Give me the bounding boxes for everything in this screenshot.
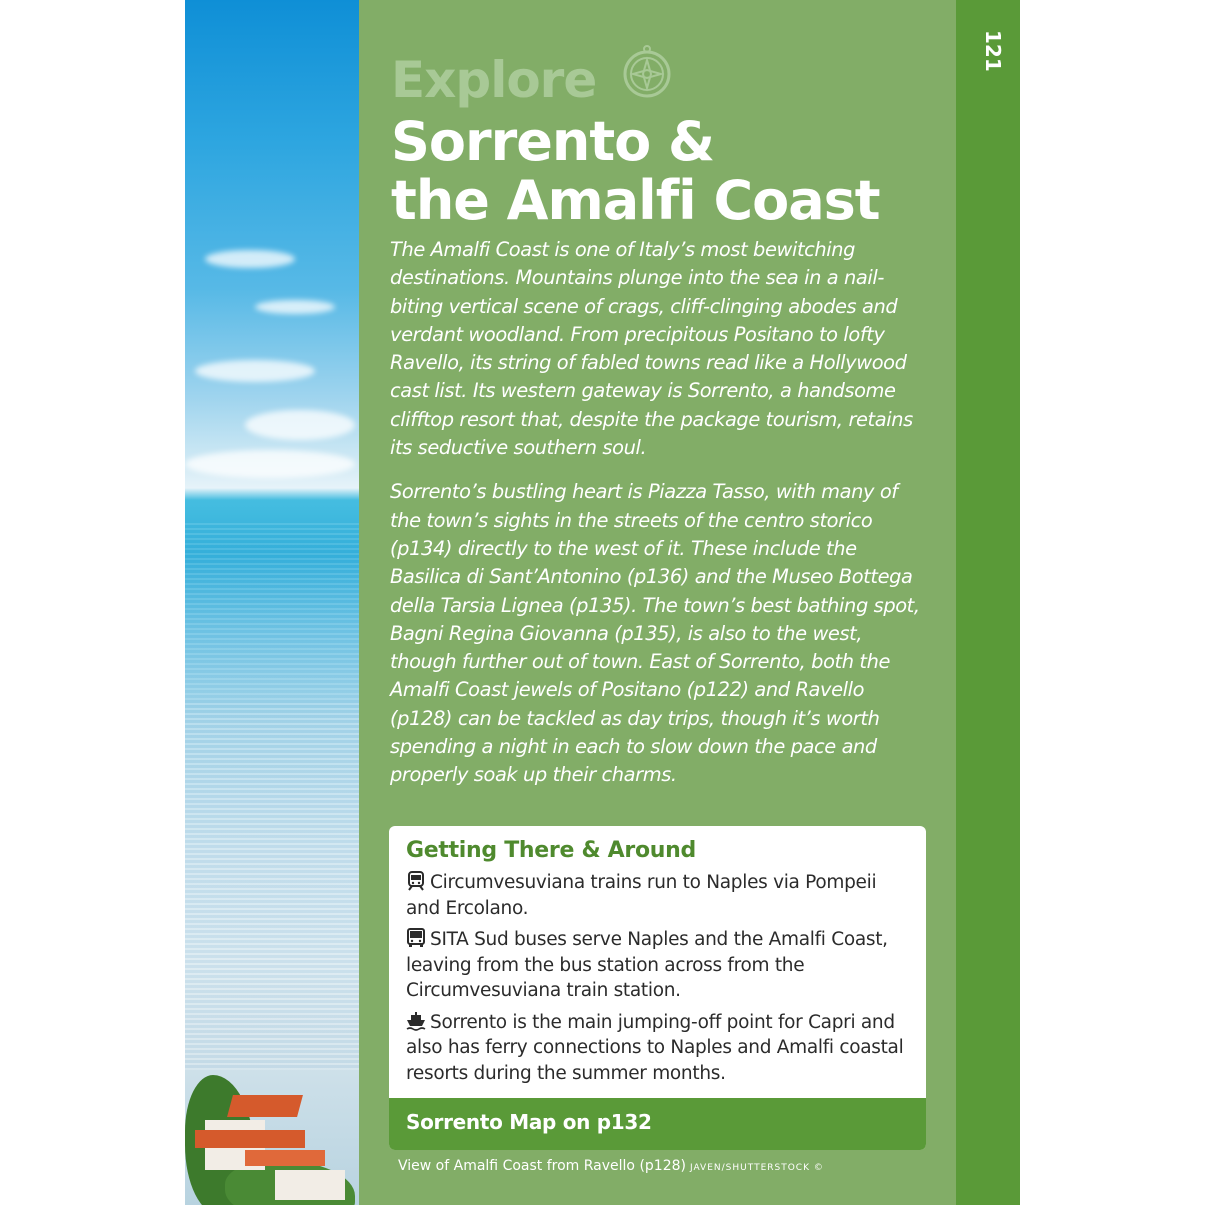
ferry-icon (406, 1011, 426, 1031)
list-item (406, 870, 911, 921)
map-reference-bar[interactable] (389, 1098, 926, 1150)
map-reference-link[interactable]: Sorrento Map on p132 (406, 1110, 652, 1134)
bus-icon (406, 928, 426, 948)
caption-text: View of Amalfi Coast from Ravello (p128) (398, 1158, 686, 1174)
photo-caption (398, 1158, 824, 1174)
getting-there-title: Getting There & Around (406, 838, 696, 863)
compass-icon (619, 44, 675, 100)
photo-credit: JAVEN/SHUTTERSTOCK © (689, 1163, 824, 1173)
list-item (406, 1010, 911, 1087)
getting-there-list (406, 870, 911, 1092)
page-title (391, 112, 951, 230)
getting-there-box (389, 826, 926, 1150)
train-info: Circumvesuviana trains run to Naples via Pompeii and Ercolano. (406, 872, 877, 919)
train-icon (406, 871, 426, 891)
intro-text (390, 236, 930, 806)
list-item (406, 927, 911, 1004)
explore-heading: Explore (391, 51, 597, 109)
title-line-1: Sorrento & (391, 110, 715, 173)
title-line-2: the Amalfi Coast (391, 169, 880, 232)
intro-paragraph-2: Sorrento’s bustling heart is Piazza Tasso, with many of the town’s sights in the streets of the centro storico (p134) directly to the west of it. These include the Basilica di Sant’Antonino (p136) and the Museo Bottega della Tarsia Lignea (p135). The town’s best bathing spot, Bagni Regina Giovanna (p135), is also to the west, though further out of town. East of Sorrento, both the Amalfi Coast jewels of Positano (p122) and Ravello (p128) can be tackled as day trips, though it’s worth spending a night in each to slow down the pace and properly soak up their charms. (390, 480, 920, 787)
page-content (185, 0, 1020, 1205)
intro-paragraph-1: The Amalfi Coast is one of Italy’s most bewitching destinations. Mountains plunge into the sea in a nail-biting vertical scene of crags, cliff-clinging abodes and verdant woodland. From precipitous Positano to lofty Ravello, its string of fabled towns read like a Hollywood cast list. Its western gateway is Sorrento, a handsome clifftop resort that, despite the package tourism, retains its seductive southern soul. (390, 238, 913, 460)
bus-info: SITA Sud buses serve Naples and the Amalfi Coast, leaving from the bus station across from the Circumvesuviana train station. (406, 929, 888, 1001)
ferry-info: Sorrento is the main jumping-off point for Capri and also has ferry connections to Naples and Amalfi coastal resorts during the summer months. (406, 1011, 904, 1084)
page-number: 121 (981, 30, 1005, 72)
